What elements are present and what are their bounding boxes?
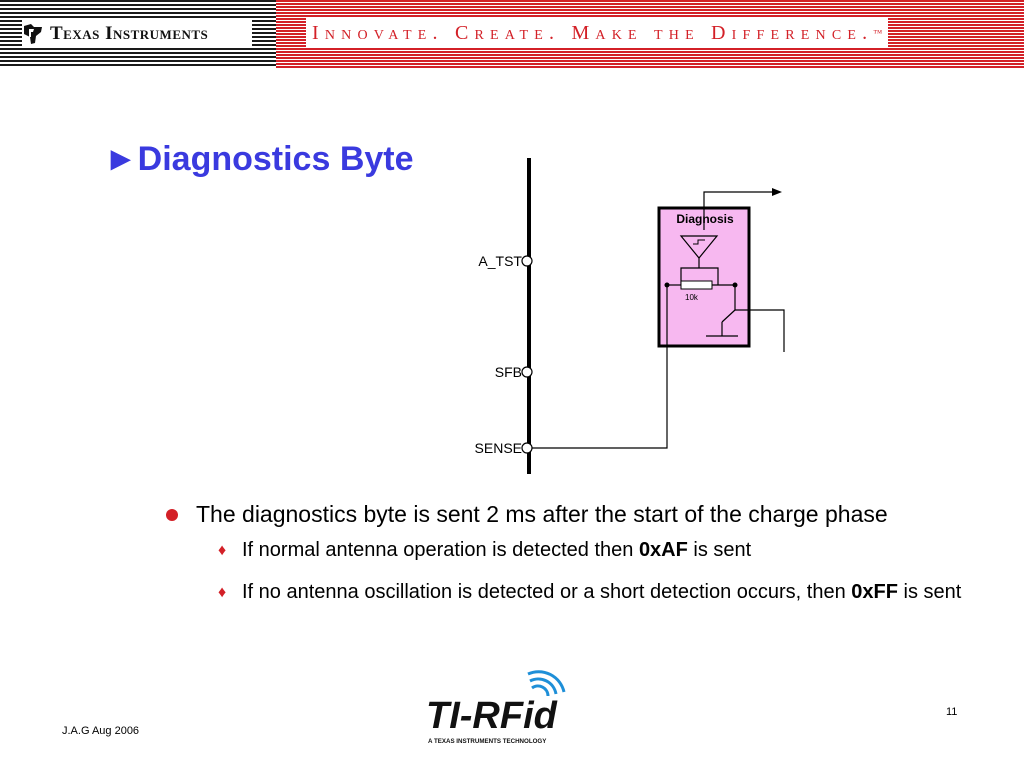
pin-sense-circle (522, 443, 532, 453)
bullet-main (166, 498, 986, 531)
sub-bullet-2 (166, 578, 986, 607)
diamond-icon: ♦ (218, 542, 227, 559)
sub-bullet-1-pre: If normal antenna operation is detected then (242, 539, 639, 561)
pin-label-sfb: SFB (494, 364, 522, 380)
tagline-text: Innovate. Create. Make the Difference. (312, 21, 874, 44)
bullet-list (166, 498, 986, 607)
ti-rfid-logo (420, 668, 580, 748)
sense-wire (532, 346, 667, 448)
page-number: 11 (946, 706, 958, 718)
pin-label-sense: SENSE (474, 440, 522, 456)
bullet-dot-icon (166, 509, 178, 521)
sub-bullet-1 (166, 536, 986, 565)
sub-bullet-2-post: is sent (897, 581, 962, 603)
pin-sfb-circle (522, 367, 532, 377)
logo-subtext: A TEXAS INSTRUMENTS TECHNOLOGY (428, 738, 547, 745)
bullet-main-text: The diagnostics byte is sent 2 ms after the start of the charge phase (196, 501, 888, 527)
sub-bullet-1-post: is sent (687, 539, 752, 561)
footer-author-date: J.A.G Aug 2006 (62, 725, 140, 737)
sub-bullet-2-pre: If no antenna oscillation is detected or a short detection occurs, then (242, 581, 852, 603)
diagnosis-label: Diagnosis (676, 212, 734, 226)
sub-bullet-1-code: 0xAF (638, 539, 688, 561)
title-text: Diagnostics Byte (137, 140, 414, 178)
pin-label-a-tst: A_TST (478, 253, 522, 269)
trademark: ™ (873, 28, 883, 38)
output-arrow (772, 188, 782, 196)
company-name: Texas Instruments (50, 23, 209, 44)
title-marker: ► (104, 140, 138, 178)
sub-bullet-2-code: 0xFF (851, 581, 898, 603)
logo-text: TI-RFid (426, 695, 557, 737)
resistor-label: 10k (685, 293, 698, 302)
resistor (681, 281, 712, 289)
diamond-icon: ♦ (218, 584, 227, 601)
pin-a-tst-circle (522, 256, 532, 266)
